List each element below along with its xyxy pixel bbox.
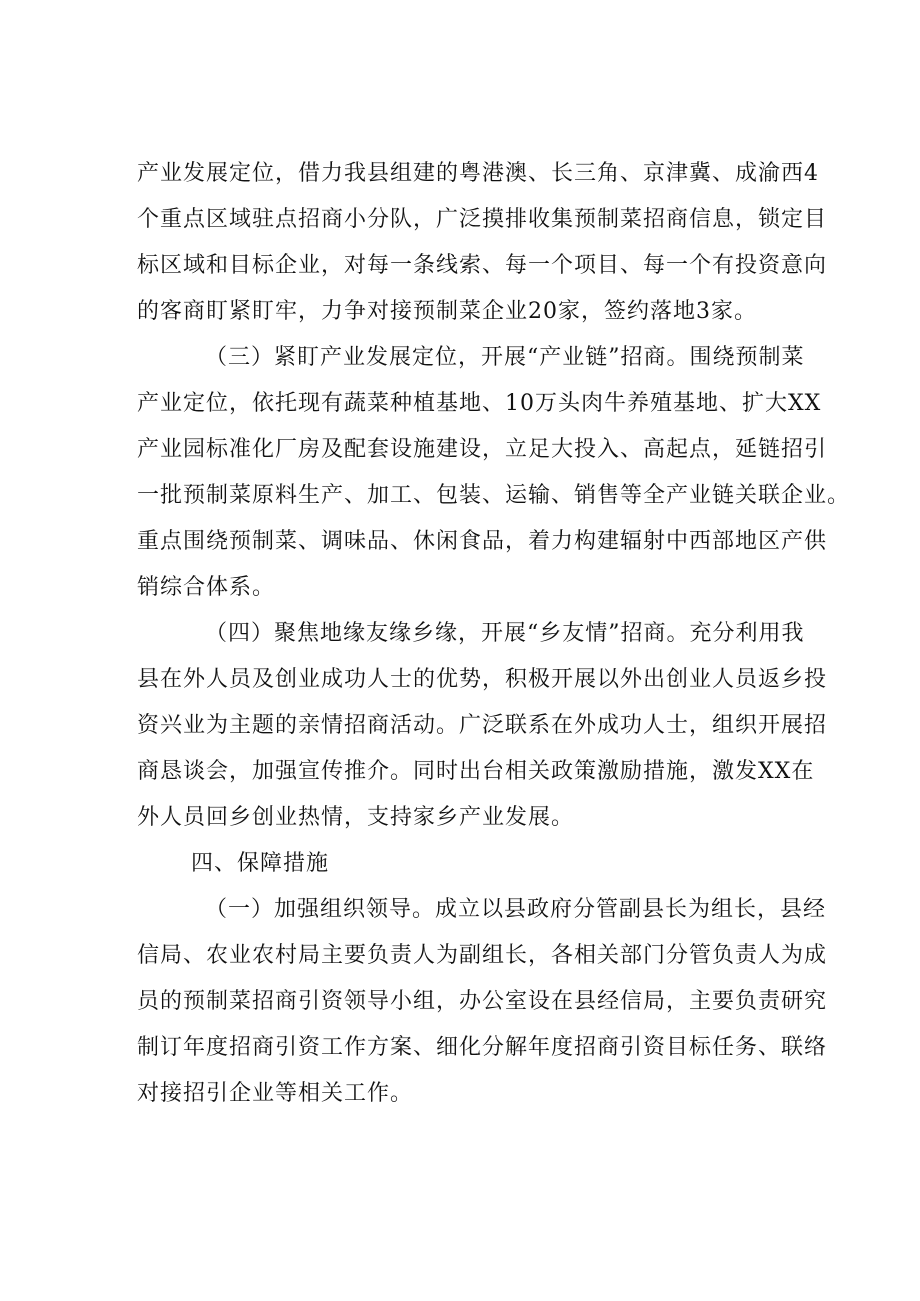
paragraph-hometown-ties [137, 611, 828, 841]
paragraph-organization-leadership [137, 887, 828, 1117]
paragraph-industry-chain [137, 335, 851, 611]
text-line: 重点围绕预制菜、调味品、休闲食品，着力构建辐射中西部地区产供 [137, 529, 828, 554]
text-line: 资兴业为主题的亲情招商活动。广泛联系在外成功人士，组织开展招 [137, 713, 828, 738]
text-line: （四）聚焦地缘友缘乡缘，开展“乡友情”招商。充分利用我 [205, 621, 805, 646]
text-line: 制订年度招商引资工作方案、细化分解年度招商引资目标任务、联络 [137, 1035, 828, 1060]
text-line: 商恳谈会，加强宣传推介。同时出台相关政策激励措施，激发XX在 [137, 759, 815, 784]
section-heading: 四、保障措施 [191, 851, 330, 876]
section-heading-safeguards [137, 841, 797, 887]
text-line: 产业发展定位，借力我县组建的粤港澳、长三角、京津冀、成渝西4 [137, 161, 819, 186]
text-line: 信局、农业农村局主要负责人为副组长，各相关部门分管负责人为成 [137, 943, 828, 968]
text-line: 的客商盯紧盯牢，力争对接预制菜企业20家，签约落地3家。 [137, 299, 757, 324]
text-line: 产业定位，依托现有蔬菜种植基地、10万头肉牛养殖基地、扩大XX [137, 391, 822, 416]
text-line: 县在外人员及创业成功人士的优势，积极开展以外出创业人员返乡投 [137, 667, 828, 692]
text-line: （三）紧盯产业发展定位，开展“产业链”招商。围绕预制菜 [205, 345, 805, 370]
text-line: 一批预制菜原料生产、加工、包装、运输、销售等全产业链关联企业。 [137, 483, 851, 508]
text-line: 个重点区域驻点招商小分队，广泛摸排收集预制菜招商信息，锁定目 [137, 207, 828, 232]
text-line: （一）加强组织领导。成立以县政府分管副县长为组长，县经 [205, 897, 827, 922]
text-line: 员的预制菜招商引资领导小组，办公室设在县经信局，主要负责研究 [137, 989, 828, 1014]
document-body [137, 151, 851, 1117]
text-line: 销综合体系。 [137, 575, 276, 600]
text-line: 外人员回乡创业热情，支持家乡产业发展。 [137, 805, 575, 830]
text-line: 标区域和目标企业，对每一条线索、每一个项目、每一个有投资意向 [137, 253, 828, 278]
text-line: 对接招引企业等相关工作。 [137, 1081, 414, 1106]
text-line: 产业园标准化厂房及配套设施建设，立足大投入、高起点，延链招引 [137, 437, 828, 462]
paragraph-investment-teams [137, 151, 828, 335]
